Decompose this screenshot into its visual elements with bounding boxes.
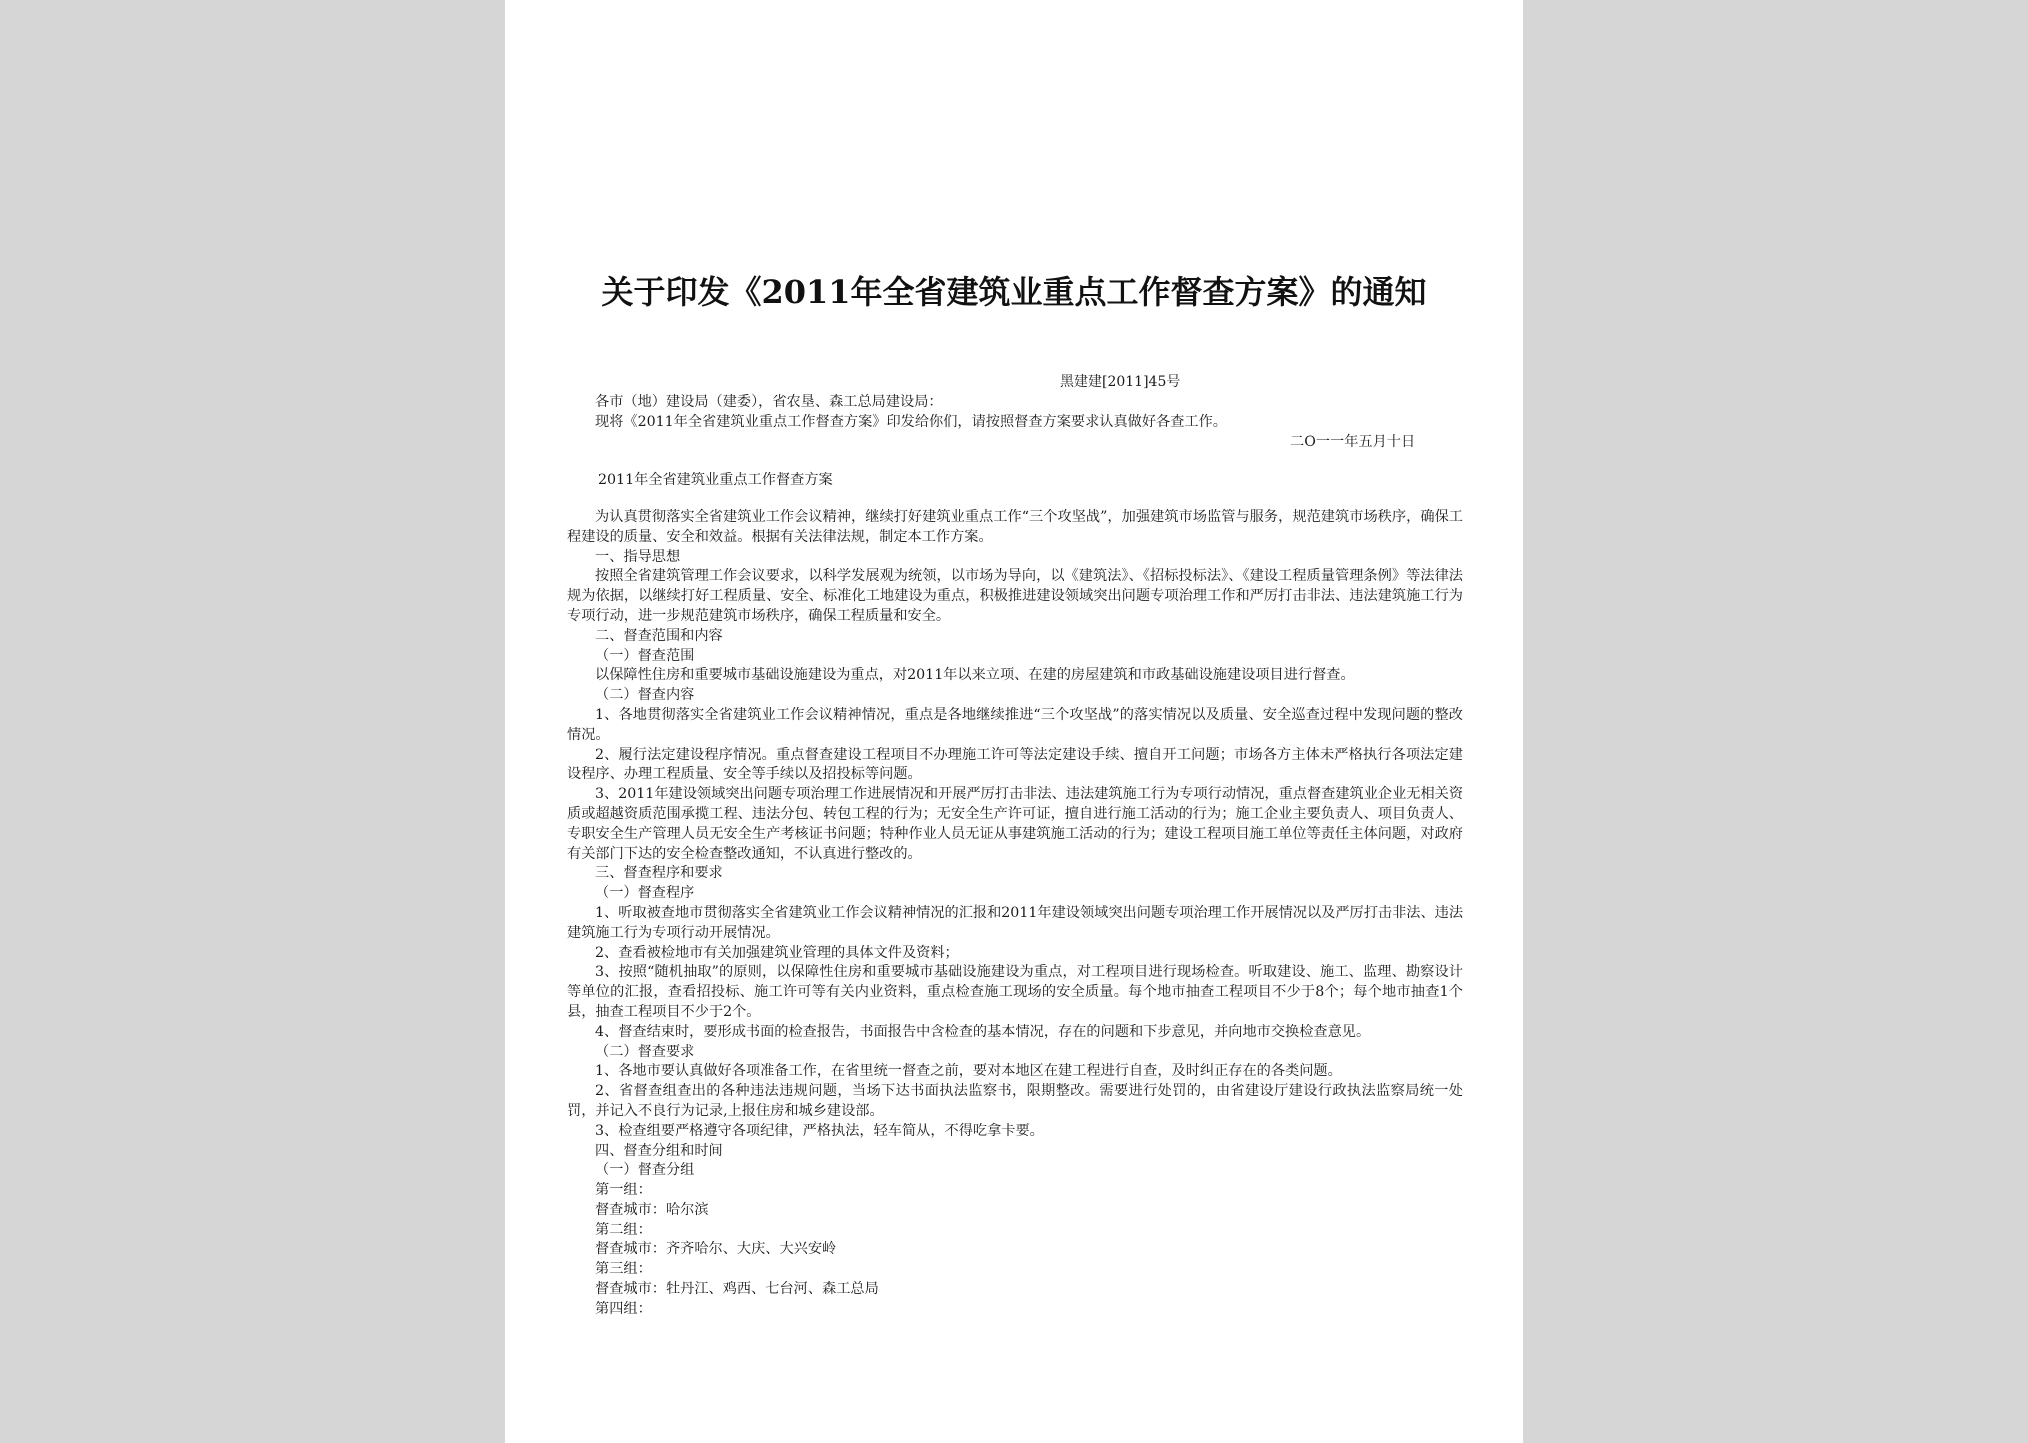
subsection-heading: （一）督查分组	[595, 1162, 695, 1179]
list-item: 2、履行法定建设程序情况。重点督查建设工程项目不办理施工许可等法定建设手续、擅自开工问题；市场各方主体未严格执行各项法定建设程序、办理工程质量、安全等手续以及招投标等问题。	[567, 746, 1463, 783]
subsection-heading: （一）督查范围	[595, 647, 695, 664]
list-item: 4、督查结束时，要形成书面的检查报告，书面报告中含检查的基本情况，存在的问题和下步意见，并向地市交换检查意见。	[595, 1023, 1371, 1040]
section-heading: 二、督查范围和内容	[595, 627, 723, 644]
group-label: 第四组：	[595, 1300, 652, 1317]
plan-body	[567, 508, 1463, 1320]
recipients-line: 各市（地）建设局（建委），省农垦、森工总局建设局：	[595, 394, 943, 410]
section-paragraph: 以保障性住房和重要城市基础设施建设为重点，对2011年以来立项、在建的房屋建筑和市政基础设施建设项目进行督查。	[595, 667, 1355, 684]
subsection-heading: （二）督查内容	[595, 687, 695, 704]
list-item: 3、按照“随机抽取”的原则，以保障性住房和重要城市基础设施建设为重点，对工程项目进行现场检查。听取建设、施工、监理、勘察设计等单位的汇报，查看招投标、施工许可等有关内业资料，重点检查施工现场的安全质量。每个地市抽查工程项目不少于8个；每个地市抽查1个县，抽查工程项目不少于2个。	[567, 964, 1463, 1020]
subsection-heading: （二）督查要求	[595, 1043, 695, 1060]
plan-title: 2011年全省建筑业重点工作督查方案	[598, 472, 833, 488]
section-paragraph: 按照全省建筑管理工作会议要求，以科学发展观为统领，以市场为导向，以《建筑法》、《招标投标法》、《建设工程质量管理条例》等法律法规为依据，以继续打好工程质量、安全、标准化工地建设为重点，积极推进建设领域突出问题专项治理工作和严厉打击非法、违法建筑施工行为专项行动，进一步规范建筑市场秩序，确保工程质量和安全。	[567, 568, 1463, 624]
section-heading: 三、督查程序和要求	[595, 865, 723, 882]
list-item: 2、省督查组查出的各种违法违规问题，当场下达书面执法监察书，限期整改。需要进行处罚的，由省建设厅建设行政执法监察局统一处罚，并记入不良行为记录,上报住房和城乡建设部。	[567, 1083, 1463, 1119]
document-number: 黑建建[2011]45号	[1060, 374, 1181, 390]
intro-paragraph: 为认真贯彻落实全省建筑业工作会议精神，继续打好建筑业重点工作“三个攻坚战”，加强建筑市场监管与服务，规范建筑市场秩序，确保工程建设的质量、安全和效益。根据有关法律法规，制定本工作方案。	[567, 509, 1463, 545]
list-item: 3、2011年建设领域突出问题专项治理工作进展情况和开展严厉打击非法、违法建筑施工行为专项行动情况，重点督查建筑业企业无相关资质或超越资质范围承揽工程、违法分包、转包工程的行为；无安全生产许可证，擅自进行施工活动的行为；施工企业主要负责人、项目负责人、专职安全生产管理人员无安全生产考核证书问题；特种作业人员无证从事建筑施工活动的行为；建设工程项目施工单位等责任主体问题，对政府有关部门下达的安全检查整改通知，不认真进行整改的。	[567, 786, 1464, 862]
list-item: 1、听取被查地市贯彻落实全省建筑业工作会议精神情况的汇报和2011年建设领域突出问题专项治理工作开展情况以及严厉打击非法、违法建筑施工行为专项行动开展情况。	[567, 904, 1464, 941]
group-cities: 督查城市：哈尔滨	[595, 1201, 709, 1218]
group-cities: 督查城市：齐齐哈尔、大庆、大兴安岭	[595, 1241, 837, 1258]
section-heading: 四、督查分组和时间	[595, 1142, 723, 1159]
issue-date: 二O一一年五月十日	[1290, 434, 1416, 450]
group-label: 第二组：	[595, 1221, 652, 1238]
section-heading: 一、指导思想	[595, 548, 681, 565]
subsection-heading: （一）督查程序	[595, 885, 695, 902]
list-item: 1、各地贯彻落实全省建筑业工作会议精神情况，重点是各地继续推进“三个攻坚战”的落实情况以及质量、安全巡查过程中发现问题的整改情况。	[567, 706, 1463, 743]
group-label: 第一组：	[595, 1182, 652, 1199]
intro-line: 现将《2011年全省建筑业重点工作督查方案》印发给你们，请按照督查方案要求认真做好各查工作。	[595, 414, 1227, 430]
group-label: 第三组：	[595, 1261, 652, 1278]
group-cities: 督查城市：牡丹江、鸡西、七台河、森工总局	[595, 1281, 879, 1298]
document-title: 关于印发《2011年全省建筑业重点工作督查方案》的通知	[601, 273, 1427, 311]
list-item: 3、检查组要严格遵守各项纪律，严格执法，轻车简从，不得吃拿卡要。	[595, 1122, 1044, 1139]
list-item: 1、各地市要认真做好各项准备工作，在省里统一督查之前，要对本地区在建工程进行自查，及时纠正存在的各类问题。	[595, 1063, 1342, 1080]
document-page	[505, 0, 1523, 1443]
list-item: 2、查看被检地市有关加强建筑业管理的具体文件及资料；	[595, 944, 959, 961]
